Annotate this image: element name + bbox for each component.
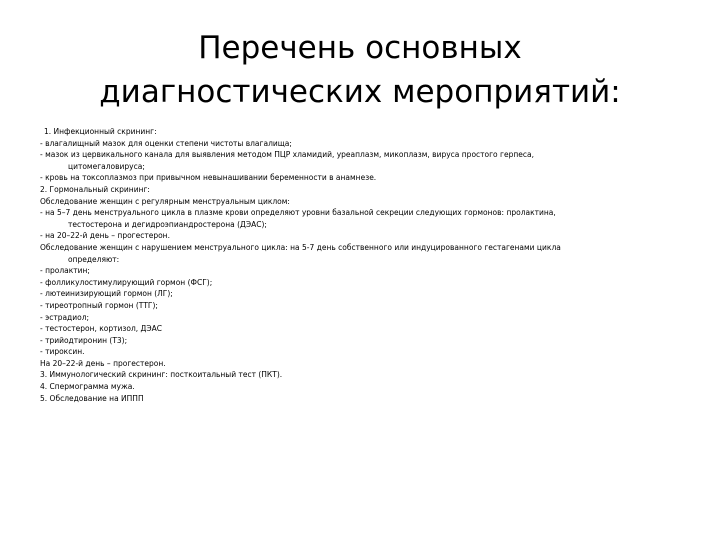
text-line: - кровь на токсоплазмоз при привычном невынашивании беременности в анамнезе. xyxy=(40,173,377,183)
text-line: 5. Обследование на ИППП xyxy=(40,393,144,403)
title-line-2: диагностических мероприятий: xyxy=(99,74,621,110)
text-line: - тироксин. xyxy=(40,347,85,357)
text-line: - на 5–7 день менструального цикла в плазме крови определяют уровни базальной секреции следующих гормонов: пролактина, xyxy=(40,208,556,218)
text-line: - тестостерон, кортизол, ДЭАС xyxy=(40,324,163,334)
text-line: 3. Иммунологический скрининг: посткоитальный тест (ПКТ). xyxy=(40,370,283,380)
text-line: цитомегаловируса; xyxy=(68,161,145,171)
title-line-1: Перечень основных xyxy=(198,30,522,66)
text-line: 4. Спермограмма мужа. xyxy=(40,382,135,392)
text-line: 1. Инфекционный скрининг: xyxy=(44,127,157,136)
text-line: - тиреотропный гормон (ТТГ); xyxy=(40,300,158,310)
text-line: 2. Гормональный скрининг: xyxy=(40,184,150,194)
text-line: - эстрадиол; xyxy=(40,312,90,322)
text-line: На 20–22-й день – прогестерон. xyxy=(40,358,166,368)
text-line: тестостерона и дегидроэпиандростерона (ДЭАС); xyxy=(68,219,267,229)
text-line: - лютеинизирующий гормон (ЛГ); xyxy=(40,289,173,299)
text-line: - фолликулостимулирующий гормон (ФСГ); xyxy=(40,277,213,287)
slide-body-text xyxy=(40,126,600,404)
text-line: Обследование женщин с регулярным менструальным циклом: xyxy=(40,196,290,206)
text-line: - пролактин; xyxy=(40,266,90,276)
text-line: - влагалищный мазок для оценки степени чистоты влагалища; xyxy=(40,138,292,148)
text-line: Обследование женщин с нарушением менструального цикла: на 5-7 день собственного или индуцированного гестагенами цикла xyxy=(40,242,561,252)
text-line: - мазок из цервикального канала для выявления методом ПЦР хламидий, уреаплазм, микоплазм, вируса простого герпеса, xyxy=(40,150,534,160)
text-line: - трийодтиронин (Т3); xyxy=(40,335,128,345)
text-line: - на 20–22-й день – прогестерон. xyxy=(40,231,170,241)
text-line: определяют: xyxy=(68,254,120,264)
page-title xyxy=(40,26,680,114)
